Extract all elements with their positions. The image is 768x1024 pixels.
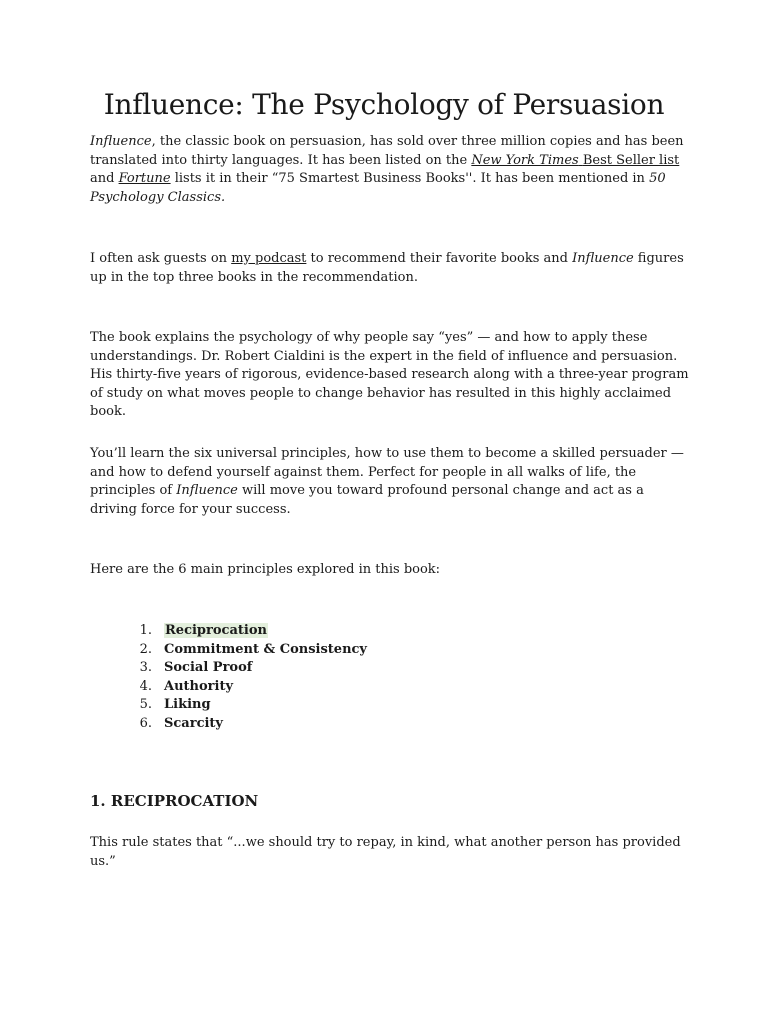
podcast-text-3: figures up in the top three books in the recommendation. (90, 251, 684, 285)
reciprocation-rule-paragraph: This rule states that “...we should try to repay, in kind, what another person has provided us.” (90, 835, 681, 869)
principle-label: Authority (164, 678, 234, 694)
list-item (130, 715, 367, 734)
principles-text-2: will move you toward profound personal change and act as a driving force for your success. (90, 483, 644, 517)
principle-label: Reciprocation (165, 623, 267, 638)
book-title-italic: Influence (90, 134, 152, 149)
podcast-link[interactable]: my podcast (231, 251, 307, 266)
book-explanation-paragraph: The book explains the psychology of why people say “yes” — and how to apply these understandings. Dr. Robert Cialdini is the expert in the field of influence and persuasion. His thirty-five years of rigorous, evidence-based research along with a three-year program of study on what moves people to change behavior has resulted in this highly acclaimed book. (90, 330, 689, 420)
intro-text-2: and (90, 171, 119, 187)
fortune-link[interactable]: Fortune (118, 171, 171, 187)
principle-label: Scarcity (164, 715, 223, 731)
intro-paragraph (90, 133, 690, 207)
list-item (130, 622, 367, 641)
list-number: 2. (139, 641, 152, 657)
list-lead-paragraph: Here are the 6 main principles explored in this book: (90, 562, 441, 577)
principle-label: Liking (164, 697, 211, 713)
intro-text: , the classic book on persuasion, has sold over three million copies and has been translated into thirty languages. It has been listed on the (90, 134, 684, 168)
list-number: 6. (139, 715, 152, 731)
podcast-text-2: to recommend their favorite books and (306, 251, 573, 266)
list-number: 4. (139, 678, 152, 694)
list-item (130, 659, 367, 678)
list-number: 5. (139, 697, 152, 713)
section-heading-reciprocation: 1. RECIPROCATION (90, 792, 259, 810)
principles-text: You’ll learn the six universal principles, how to use them to become a skilled persuader — and how to defend yourself against them. Perfect for people in all walks of life, the principles of (90, 446, 684, 499)
list-item (130, 696, 367, 715)
book-title-italic: Influence (572, 251, 634, 266)
book-title-italic: Influence (176, 483, 238, 499)
psychology-classics-title: 50 Psychology Classics. (90, 171, 666, 205)
principle-label: Commitment & Consistency (164, 641, 367, 657)
page-title: Influence: The Psychology of Persuasion (103, 88, 665, 121)
nyt-link[interactable]: New York Times (471, 152, 579, 168)
list-item (130, 641, 367, 660)
list-item (130, 678, 367, 697)
podcast-paragraph (90, 250, 690, 287)
principle-label: Social Proof (164, 660, 253, 676)
principles-intro-paragraph (90, 445, 690, 519)
principles-list (130, 622, 367, 734)
intro-text-3: lists it in their “75 Smartest Business Books''. It has been mentioned in (170, 171, 650, 187)
list-number: 1. (139, 623, 152, 638)
best-seller-link[interactable]: Best Seller list (582, 152, 680, 168)
list-number: 3. (139, 660, 152, 676)
podcast-text: I often ask guests on (90, 251, 232, 266)
